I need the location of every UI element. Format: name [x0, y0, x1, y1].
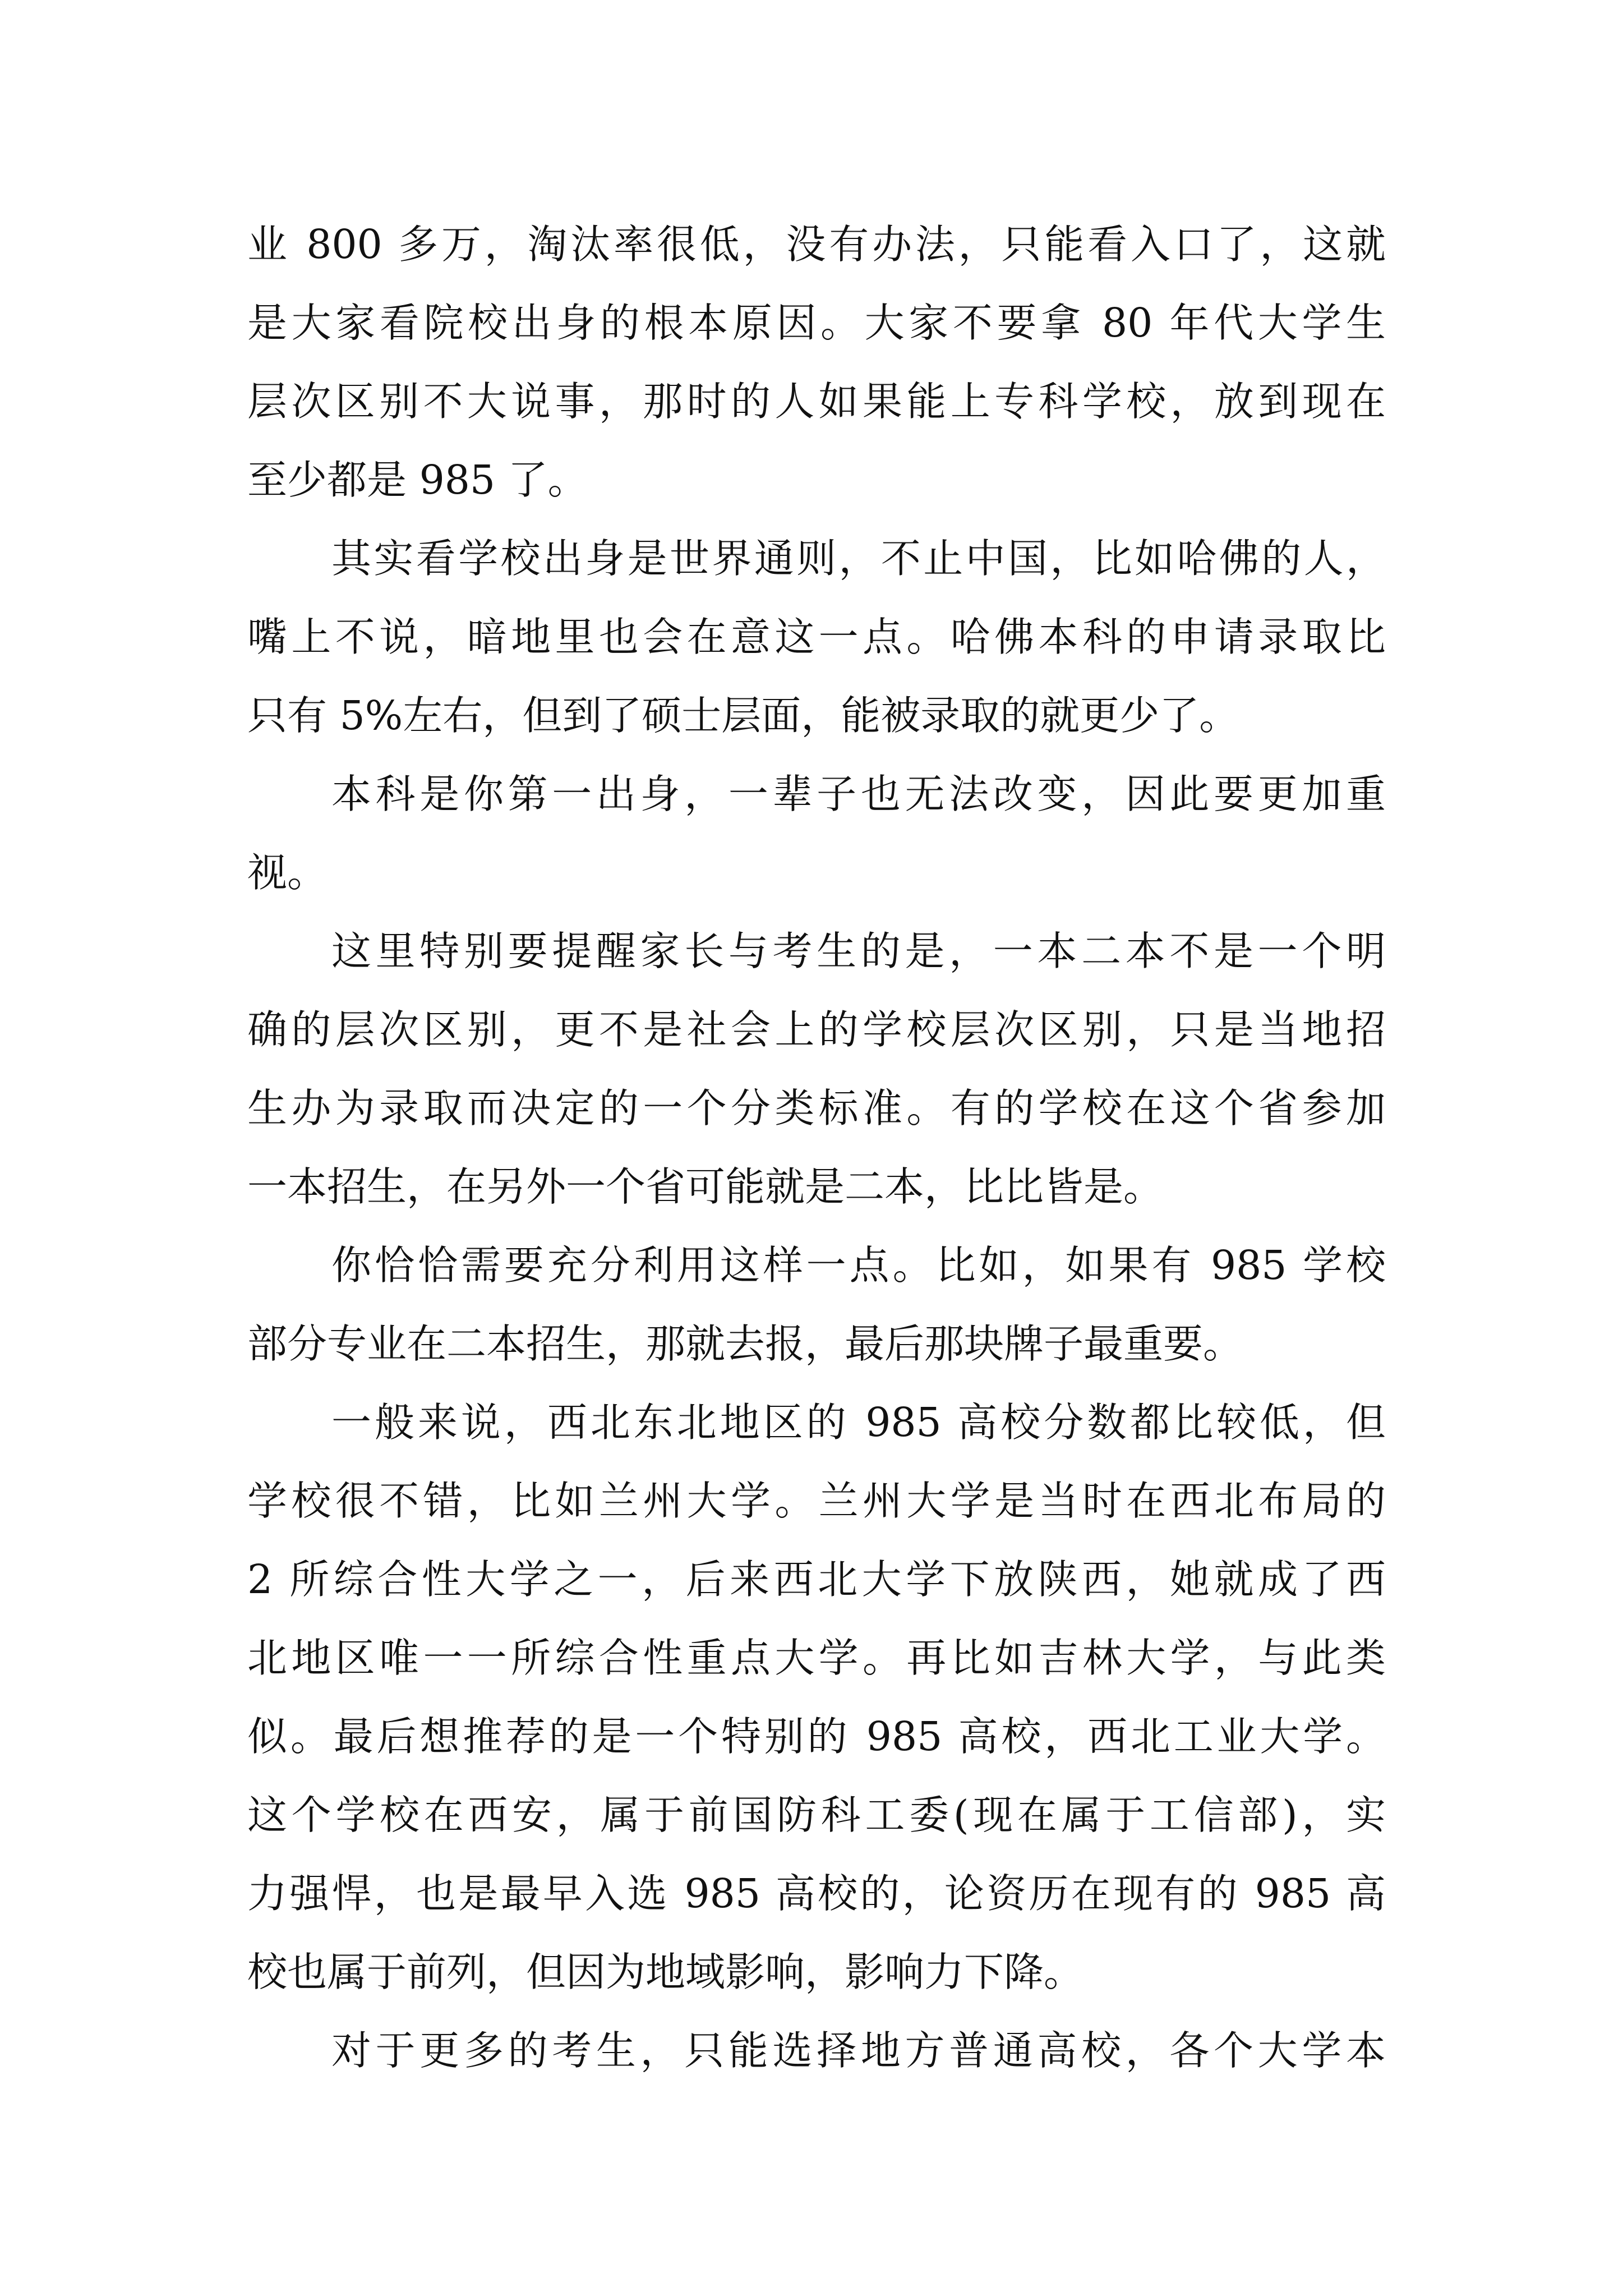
text-line: 业 800 多万，淘汰率很低，没有办法，只能看入口了，这就: [247, 221, 1386, 268]
text-line: 学校很不错，比如兰州大学。兰州大学是当时在西北布局的: [247, 1478, 1386, 1524]
text-line: 一本招生，在另外一个省可能就是二本，比比皆是。: [247, 1163, 1164, 1210]
text-line: 一般来说，西北东北地区的 985 高校分数都比较低，但: [331, 1399, 1386, 1446]
text-line: 部分专业在二本招生，那就去报，最后那块牌子最重要。: [247, 1320, 1243, 1367]
text-line: 嘴上不说，暗地里也会在意这一点。哈佛本科的申请录取比: [247, 614, 1386, 660]
text-line: 你恰恰需要充分利用这样一点。比如，如果有 985 学校: [331, 1242, 1386, 1289]
text-line: 这里特别要提醒家长与考生的是，一本二本不是一个明: [331, 928, 1386, 974]
text-line: 力强悍，也是最早入选 985 高校的，论资历在现有的 985 高: [247, 1870, 1386, 1917]
text-line: 2 所综合性大学之一，后来西北大学下放陕西，她就成了西: [247, 1556, 1386, 1603]
text-line: 对于更多的考生，只能选择地方普通高校，各个大学本: [331, 2027, 1386, 2074]
text-line: 只有 5%左右，但到了硕士层面，能被录取的就更少了。: [247, 692, 1239, 739]
text-line: 似。最后想推荐的是一个特别的 985 高校，西北工业大学。: [247, 1713, 1386, 1760]
text-line: 本科是你第一出身，一辈子也无法改变，因此要更加重: [331, 771, 1386, 817]
text-line: 是大家看院校出身的根本原因。大家不要拿 80 年代大学生: [247, 300, 1386, 346]
text-line: 至少都是 985 了。: [247, 457, 588, 503]
text-line: 生办为录取而决定的一个分类标准。有的学校在这个省参加: [247, 1085, 1386, 1131]
text-line: 其实看学校出身是世界通则，不止中国，比如哈佛的人，: [331, 535, 1386, 582]
body-text: [247, 205, 1386, 2090]
text-line: 北地区唯一一所综合性重点大学。再比如吉林大学，与此类: [247, 1635, 1386, 1681]
text-line: 确的层次区别，更不是社会上的学校层次区别，只是当地招: [247, 1006, 1386, 1053]
text-line: 视。: [247, 849, 328, 896]
text-line: 校也属于前列，但因为地域影响，影响力下降。: [247, 1949, 1084, 1995]
text-line: 这个学校在西安，属于前国防科工委(现在属于工信部)，实: [247, 1792, 1386, 1838]
text-line: 层次区别不大说事，那时的人如果能上专科学校，放到现在: [247, 378, 1386, 425]
